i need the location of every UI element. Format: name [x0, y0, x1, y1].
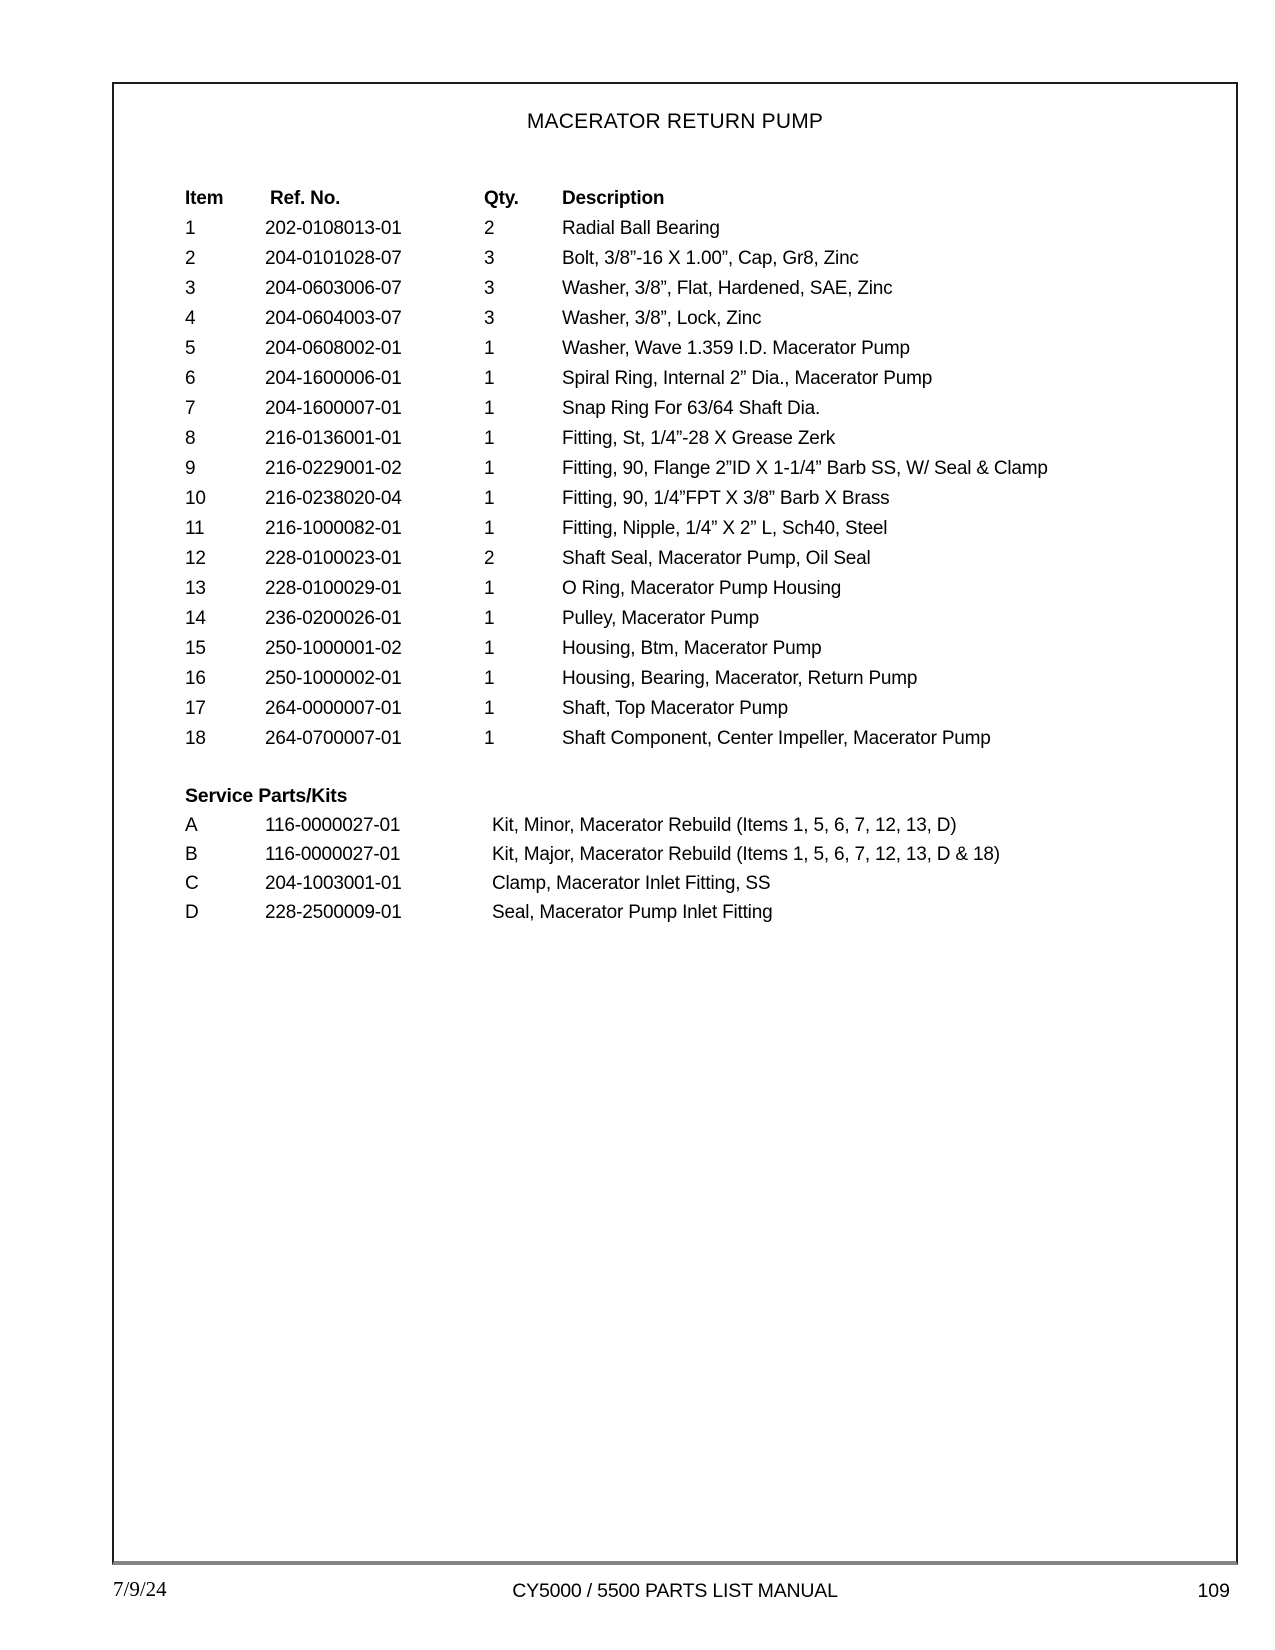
qty-cell: 1 [484, 668, 495, 689]
ref-number-cell: 204-0604003-07 [265, 308, 402, 329]
description-cell: Radial Ball Bearing [562, 218, 720, 239]
qty-cell: 1 [484, 398, 495, 419]
item-number-cell: 1 [185, 218, 196, 239]
ref-number-cell: 204-1600007-01 [265, 398, 402, 419]
parts-row [114, 604, 1236, 634]
item-number-cell: 2 [185, 248, 196, 269]
ref-number-cell: 250-1000002-01 [265, 668, 402, 689]
parts-row [114, 304, 1236, 334]
parts-row [114, 484, 1236, 514]
parts-row [114, 544, 1236, 574]
description-cell: Snap Ring For 63/64 Shaft Dia. [562, 398, 821, 419]
item-number-cell: 15 [185, 638, 206, 659]
description-cell: Fitting, St, 1/4”-28 X Grease Zerk [562, 428, 836, 449]
ref-number-cell: 204-0603006-07 [265, 278, 402, 299]
item-number-cell: 3 [185, 278, 196, 299]
parts-row [114, 424, 1236, 454]
ref-number-cell: 216-0136001-01 [265, 428, 402, 449]
parts-row [114, 394, 1236, 424]
item-number-cell: 14 [185, 608, 206, 629]
service-ref-number-cell: 228-2500009-01 [265, 902, 402, 923]
description-cell: Washer, Wave 1.359 I.D. Macerator Pump [562, 338, 910, 359]
service-ref-number-cell: 116-0000027-01 [265, 815, 401, 836]
ref-number-cell: 264-0000007-01 [265, 698, 402, 719]
parts-row [114, 454, 1236, 484]
item-number-cell: 12 [185, 548, 206, 569]
qty-cell: 1 [484, 518, 495, 539]
parts-row [114, 574, 1236, 604]
qty-cell: 1 [484, 488, 495, 509]
service-description-cell: Seal, Macerator Pump Inlet Fitting [492, 902, 773, 923]
item-number-cell: 4 [185, 308, 196, 329]
qty-cell: 3 [484, 308, 495, 329]
parts-row [114, 274, 1236, 304]
ref-number-cell: 204-1600006-01 [265, 368, 402, 389]
service-item-letter-cell: A [185, 815, 198, 836]
ref-number-cell: 236-0200026-01 [265, 608, 402, 629]
item-number-cell: 9 [185, 458, 196, 479]
description-cell: Shaft Component, Center Impeller, Macerator Pump [562, 728, 991, 749]
header-ref-no: Ref. No. [270, 188, 341, 209]
description-cell: Fitting, 90, 1/4”FPT X 3/8” Barb X Brass [562, 488, 890, 509]
parts-row [114, 334, 1236, 364]
ref-number-cell: 216-1000082-01 [265, 518, 402, 539]
item-number-cell: 18 [185, 728, 206, 749]
qty-cell: 2 [484, 548, 495, 569]
qty-cell: 3 [484, 278, 495, 299]
page-border-box [112, 82, 1238, 1565]
parts-row [114, 664, 1236, 694]
service-description-cell: Clamp, Macerator Inlet Fitting, SS [492, 873, 771, 894]
ref-number-cell: 216-0229001-02 [265, 458, 402, 479]
description-cell: Shaft Seal, Macerator Pump, Oil Seal [562, 548, 871, 569]
header-item: Item [185, 188, 224, 209]
item-number-cell: 7 [185, 398, 196, 419]
qty-cell: 1 [484, 608, 495, 629]
description-cell: Housing, Bearing, Macerator, Return Pump [562, 668, 918, 689]
header-description: Description [562, 188, 665, 209]
service-item-letter-cell: D [185, 902, 199, 923]
footer-date: 7/9/24 [113, 1577, 167, 1601]
qty-cell: 1 [484, 728, 495, 749]
description-cell: Fitting, 90, Flange 2”ID X 1-1/4” Barb SS, W/ Seal & Clamp [562, 458, 1048, 479]
item-number-cell: 8 [185, 428, 196, 449]
qty-cell: 1 [484, 458, 495, 479]
item-number-cell: 5 [185, 338, 196, 359]
service-parts-heading: Service Parts/Kits [185, 785, 348, 807]
ref-number-cell: 204-0608002-01 [265, 338, 402, 359]
parts-row [114, 514, 1236, 544]
qty-cell: 3 [484, 248, 495, 269]
parts-table [114, 184, 1236, 754]
description-cell: Shaft, Top Macerator Pump [562, 698, 788, 719]
qty-cell: 1 [484, 428, 495, 449]
parts-row [114, 724, 1236, 754]
ref-number-cell: 250-1000001-02 [265, 638, 402, 659]
footer-page-number: 109 [1197, 1580, 1230, 1602]
service-row [114, 811, 1236, 840]
qty-cell: 1 [484, 638, 495, 659]
description-cell: Bolt, 3/8”-16 X 1.00”, Cap, Gr8, Zinc [562, 248, 859, 269]
description-cell: Washer, 3/8”, Lock, Zinc [562, 308, 762, 329]
item-number-cell: 17 [185, 698, 206, 719]
service-item-letter-cell: C [185, 873, 199, 894]
description-cell: Pulley, Macerator Pump [562, 608, 759, 629]
parts-table-body [114, 214, 1236, 754]
parts-row [114, 214, 1236, 244]
parts-table-header [114, 184, 1236, 214]
page-title: MACERATOR RETURN PUMP [526, 110, 824, 133]
parts-row [114, 694, 1236, 724]
ref-number-cell: 228-0100023-01 [265, 548, 402, 569]
service-row [114, 840, 1236, 869]
item-number-cell: 6 [185, 368, 196, 389]
description-cell: Washer, 3/8”, Flat, Hardened, SAE, Zinc [562, 278, 893, 299]
qty-cell: 1 [484, 338, 495, 359]
ref-number-cell: 202-0108013-01 [265, 218, 402, 239]
service-description-cell: Kit, Major, Macerator Rebuild (Items 1, 5, 6, 7, 12, 13, D & 18) [492, 844, 1000, 865]
qty-cell: 1 [484, 578, 495, 599]
description-cell: O Ring, Macerator Pump Housing [562, 578, 842, 599]
description-cell: Housing, Btm, Macerator Pump [562, 638, 822, 659]
ref-number-cell: 204-0101028-07 [265, 248, 402, 269]
service-item-letter-cell: B [185, 844, 198, 865]
service-ref-number-cell: 204-1003001-01 [265, 873, 402, 894]
service-row [114, 898, 1236, 927]
item-number-cell: 13 [185, 578, 206, 599]
header-qty: Qty. [484, 188, 519, 209]
item-number-cell: 16 [185, 668, 206, 689]
qty-cell: 1 [484, 698, 495, 719]
parts-row [114, 244, 1236, 274]
qty-cell: 1 [484, 368, 495, 389]
parts-row [114, 364, 1236, 394]
item-number-cell: 10 [185, 488, 206, 509]
qty-cell: 2 [484, 218, 495, 239]
service-ref-number-cell: 116-0000027-01 [265, 844, 401, 865]
parts-row [114, 634, 1236, 664]
footer-manual-title: CY5000 / 5500 PARTS LIST MANUAL [512, 1580, 838, 1602]
ref-number-cell: 216-0238020-04 [265, 488, 402, 509]
ref-number-cell: 264-0700007-01 [265, 728, 402, 749]
item-number-cell: 11 [185, 518, 205, 539]
description-cell: Fitting, Nipple, 1/4” X 2” L, Sch40, Steel [562, 518, 888, 539]
ref-number-cell: 228-0100029-01 [265, 578, 402, 599]
service-parts-table [114, 811, 1236, 927]
service-row [114, 869, 1236, 898]
description-cell: Spiral Ring, Internal 2” Dia., Macerator Pump [562, 368, 933, 389]
service-description-cell: Kit, Minor, Macerator Rebuild (Items 1, 5, 6, 7, 12, 13, D) [492, 815, 957, 836]
